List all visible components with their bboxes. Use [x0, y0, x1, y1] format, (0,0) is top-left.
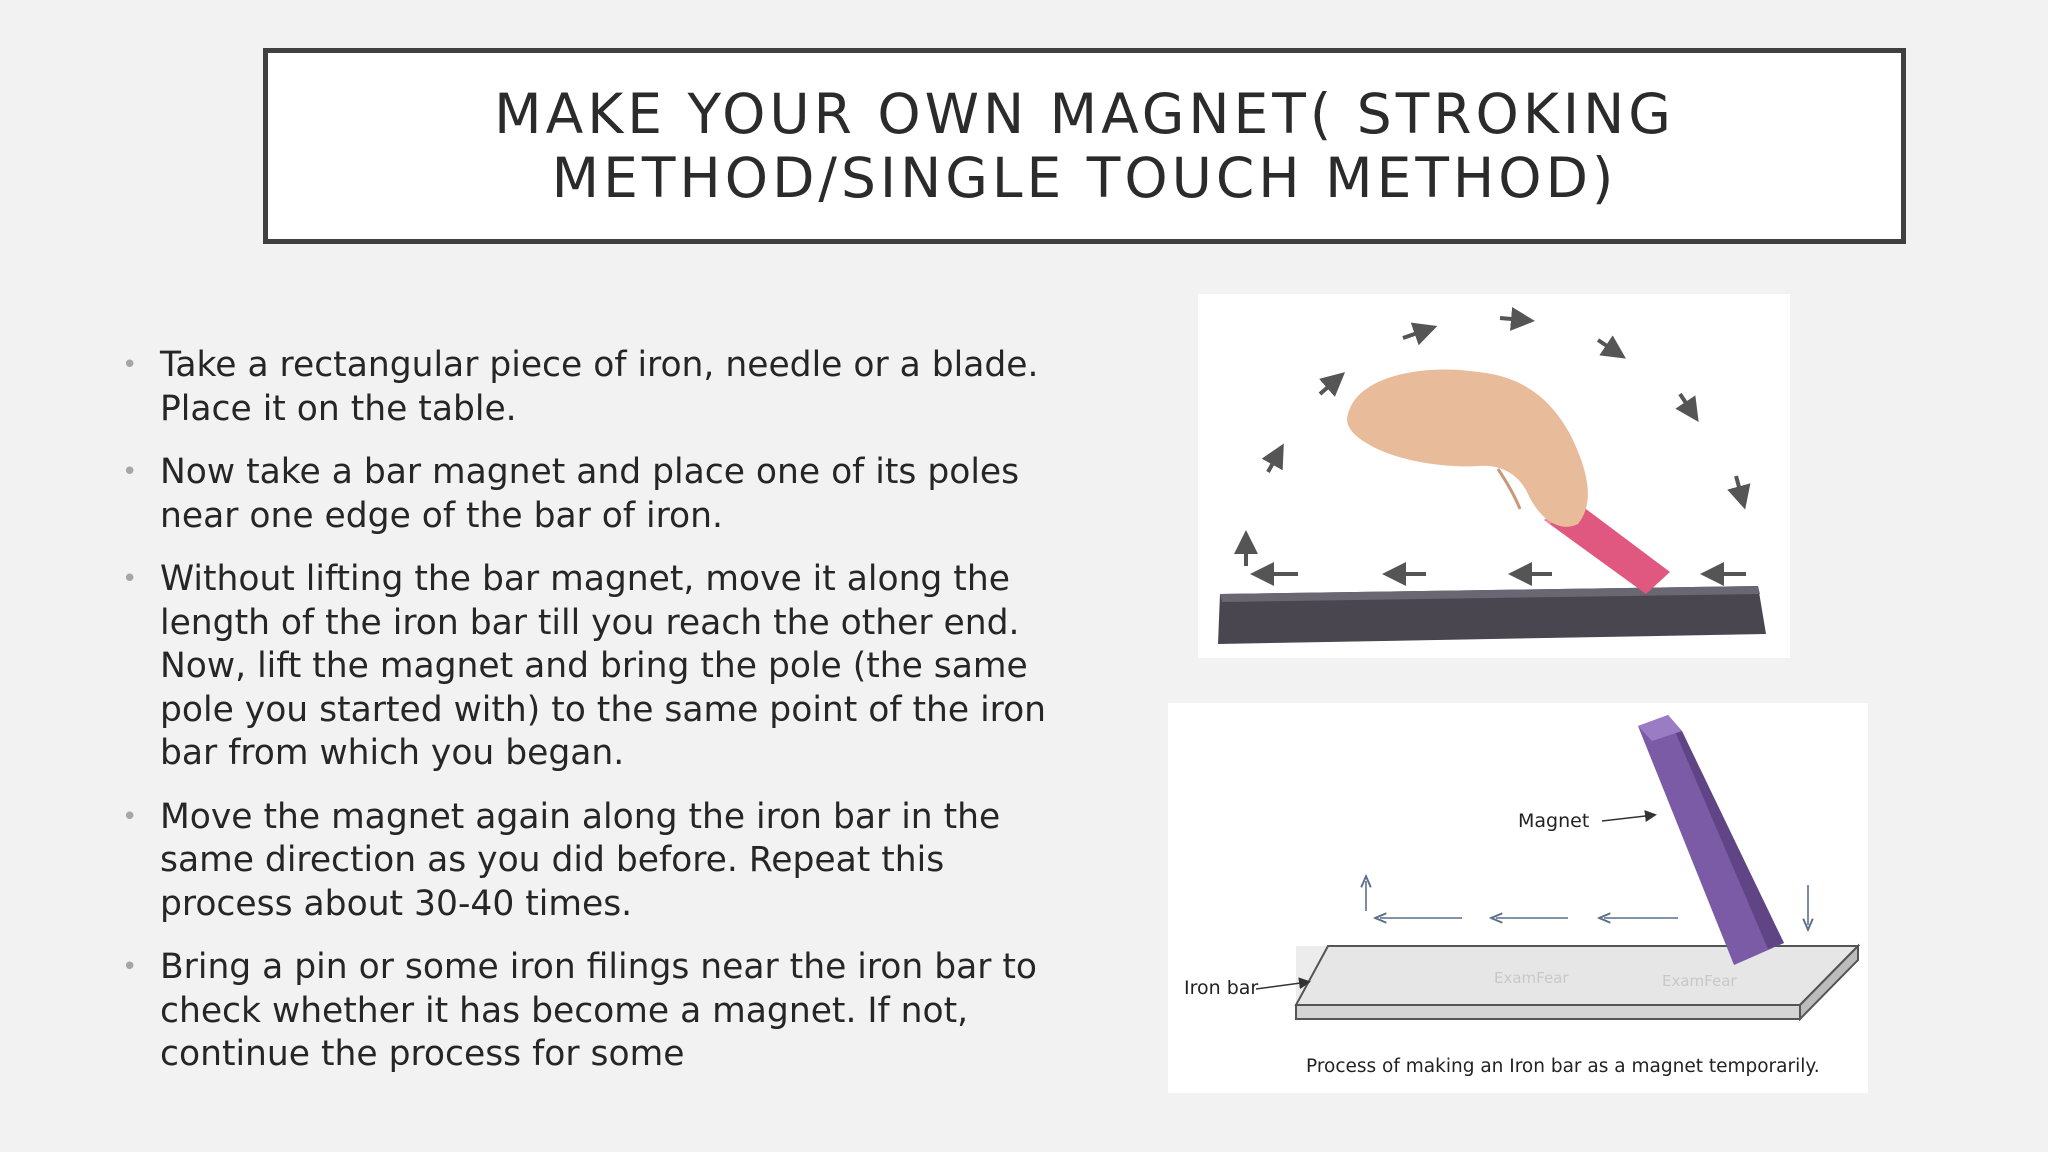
bullet-dot-icon: • [122, 952, 138, 982]
magnet-label-pointer [1602, 815, 1654, 821]
slide-title-line-1: MAKE YOUR OWN MAGNET( STROKING [494, 82, 1675, 146]
magnet-diagram [1168, 703, 1868, 1093]
magnet-diagram-illustration [1168, 703, 1868, 1093]
iron-bar-outline [1296, 946, 1858, 1005]
hand-shape [1347, 369, 1588, 526]
bullet-item [120, 796, 1050, 927]
bullet-dot-icon: • [122, 801, 138, 832]
bullet-text: Take a rectangular piece of iron, needle or a blade. Place it on the table. [160, 345, 1039, 429]
diagram-caption: Process of making an Iron bar as a magnet temporarily. [1306, 1056, 1820, 1077]
bullet-item [120, 344, 1050, 431]
watermark-1: ExamFear [1494, 969, 1569, 987]
bullet-item [120, 946, 1050, 1077]
stroking-photo [1198, 294, 1790, 658]
iron-bar-front-face [1296, 1005, 1800, 1019]
slide-title-box [263, 48, 1906, 244]
bullet-dot-icon: • [122, 350, 138, 380]
bullet-item [120, 451, 1050, 538]
bullet-text: Now take a bar magnet and place one of its poles near one edge of the bar of iron. [160, 452, 1020, 536]
iron-bar-label: Iron bar [1184, 977, 1259, 999]
bullet-text: Without lifting the bar magnet, move it along the length of the iron bar till you reach the other end. Now, lift the magnet and bring the pole (the same pole you started with) to the same point of the iron bar from which you began. [160, 559, 1047, 773]
bullet-text: Bring a pin or some iron filings near the iron bar to check whether it has become a magnet. If not, continue the process for some [160, 947, 1038, 1074]
bullet-dot-icon: • [122, 564, 138, 594]
slide-title-line-2: METHOD/SINGLE TOUCH METHOD) [551, 146, 1618, 210]
bullet-item [120, 558, 1050, 776]
magnet-label: Magnet [1518, 810, 1590, 832]
stroking-illustration [1198, 294, 1790, 658]
watermark-2: ExamFear [1662, 972, 1737, 990]
bullet-list [120, 344, 1050, 1097]
bullet-text: Move the magnet again along the iron bar in the same direction as you did before. Repeat this process about 30-40 times. [160, 796, 1001, 924]
bullet-dot-icon: • [122, 457, 138, 487]
